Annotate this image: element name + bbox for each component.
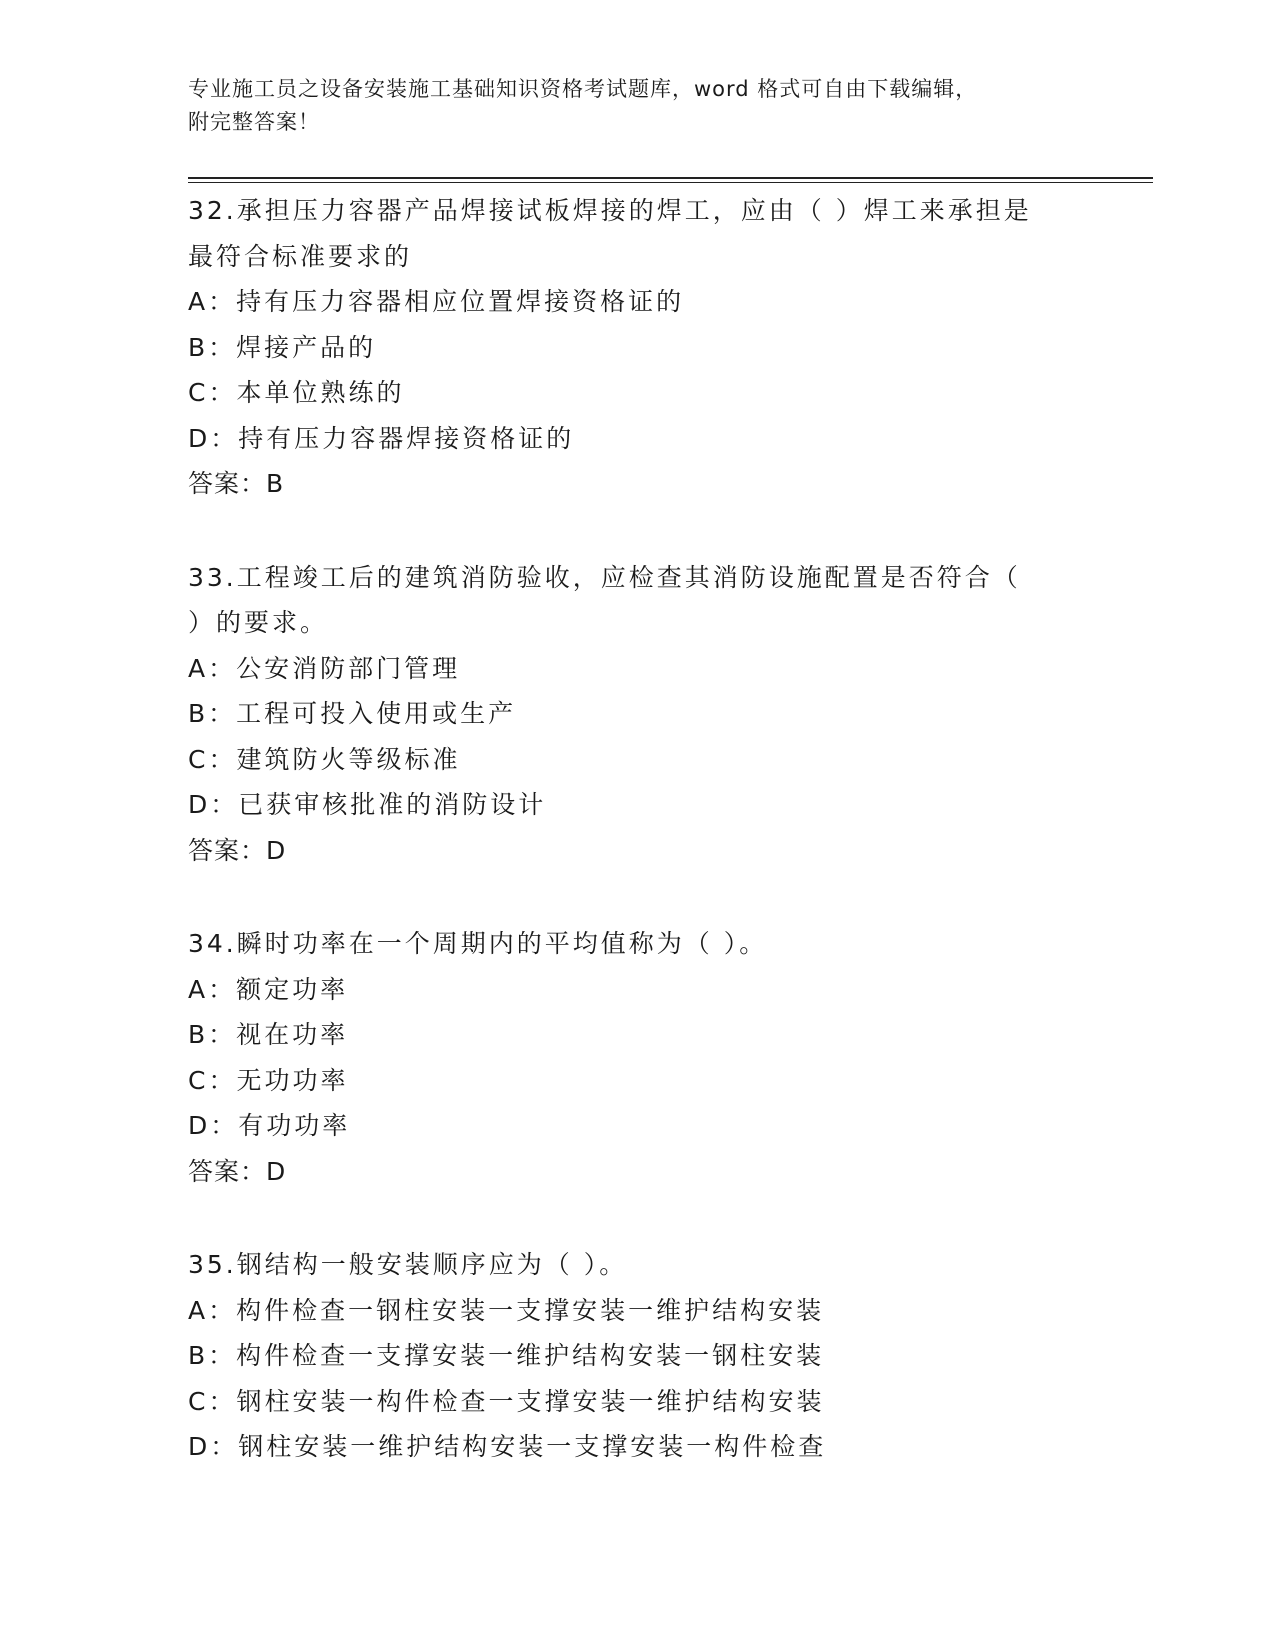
option-d: D：已获审核批准的消防设计	[188, 790, 547, 819]
question-stem-continued: ）的要求。	[188, 608, 329, 637]
header-divider-thick	[188, 177, 1153, 179]
option-c: C：本单位熟练的	[188, 378, 405, 407]
question-list	[188, 188, 1088, 1518]
question-35	[188, 1242, 1088, 1470]
option-d: D：钢柱安装一维护结构安装一支撑安装一构件检查	[188, 1432, 827, 1461]
question-stem-continued: 最符合标准要求的	[188, 241, 413, 271]
option-c: C：钢柱安装一构件检查一支撑安装一维护结构安装	[188, 1386, 825, 1416]
question-stem: 32.承担压力容器产品焊接试板焊接的焊工，应由（ ）焊工来承担是	[188, 196, 1032, 225]
option-a: A：额定功率	[188, 974, 349, 1004]
document-header	[188, 73, 1088, 139]
question-stem: 34.瞬时功率在一个周期内的平均值称为（ ）。	[188, 929, 768, 958]
question-33	[188, 555, 1088, 874]
option-b: B：工程可投入使用或生产	[188, 699, 517, 728]
option-c: C：建筑防火等级标准	[188, 744, 461, 774]
answer-line: 答案：B	[188, 469, 285, 498]
option-a: A：公安消防部门管理	[188, 653, 461, 683]
option-d: D：持有压力容器焊接资格证的	[188, 423, 575, 453]
question-stem: 33.工程竣工后的建筑消防验收，应检查其消防设施配置是否符合（	[188, 562, 1021, 592]
option-b: B：焊接产品的	[188, 332, 377, 362]
option-a: A：构件检查一钢柱安装一支撑安装一维护结构安装	[188, 1295, 825, 1325]
question-34	[188, 921, 1088, 1194]
header-divider-thin	[188, 182, 1153, 183]
option-c: C：无功功率	[188, 1065, 349, 1095]
question-stem: 35.钢结构一般安装顺序应为（ ）。	[188, 1250, 628, 1279]
question-32	[188, 188, 1088, 507]
option-b: B：视在功率	[188, 1020, 349, 1049]
answer-line: 答案：D	[188, 1156, 287, 1186]
option-a: A：持有压力容器相应位置焊接资格证的	[188, 287, 685, 316]
header-line-2: 附完整答案！	[188, 110, 320, 134]
option-b: B：构件检查一支撑安装一维护结构安装一钢柱安装	[188, 1341, 825, 1370]
header-line-1: 专业施工员之设备安装施工基础知识资格考试题库，word 格式可自由下载编辑，	[188, 77, 978, 101]
option-d: D：有功功率	[188, 1111, 351, 1140]
answer-line: 答案：D	[188, 835, 287, 865]
